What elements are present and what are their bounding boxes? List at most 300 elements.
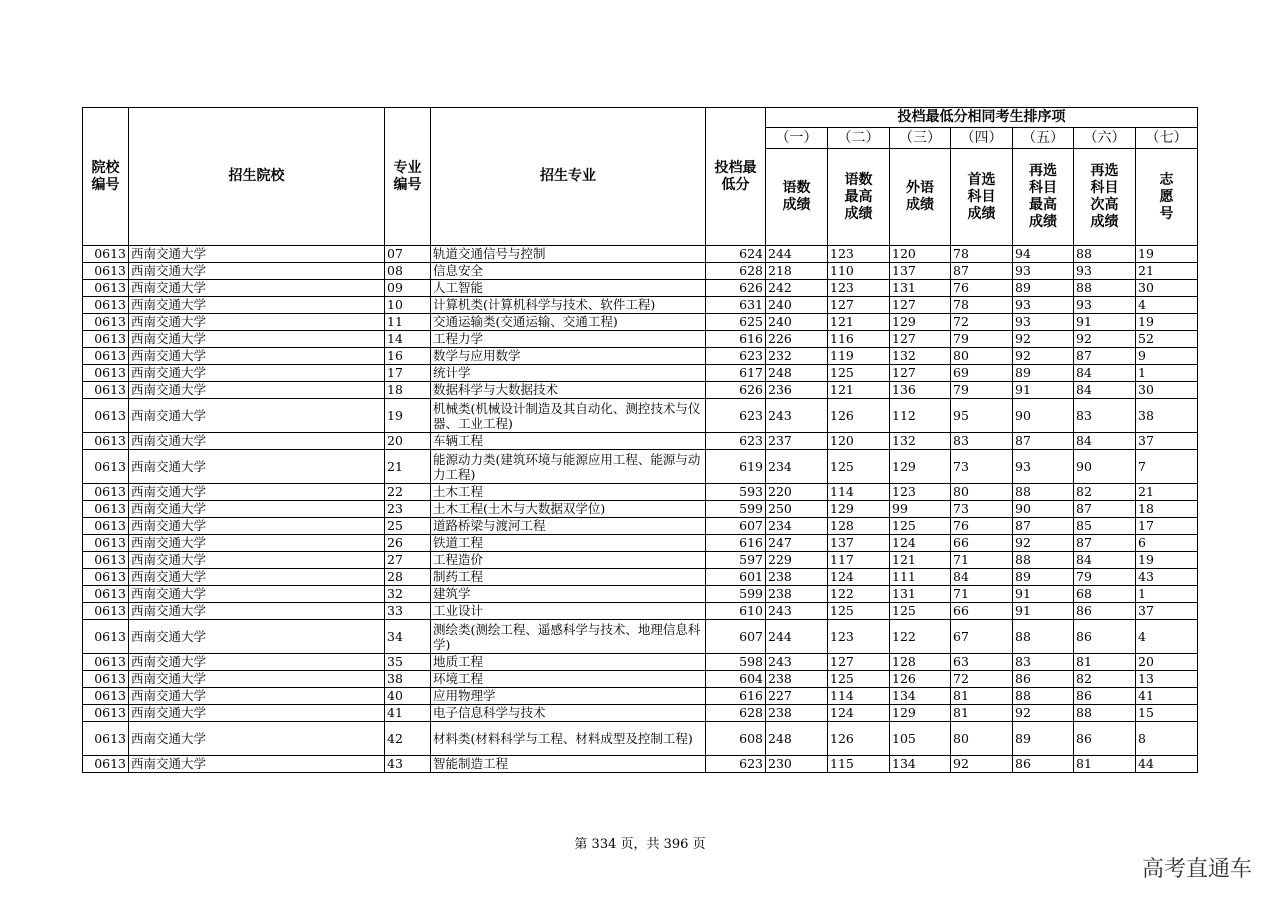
reselect-second-cell: 88 <box>1074 280 1136 297</box>
major-name-cell: 车辆工程 <box>431 433 706 450</box>
foreign-lang-cell: 122 <box>890 620 951 654</box>
foreign-lang-cell: 127 <box>890 297 951 314</box>
chinese-math-cell: 238 <box>766 705 828 722</box>
preference-no-cell: 43 <box>1136 569 1198 586</box>
reselect-max-cell: 91 <box>1013 382 1074 399</box>
min-score-cell: 624 <box>706 246 766 263</box>
header-tiebreak-label: 语数成绩 <box>766 149 828 246</box>
preference-no-cell: 41 <box>1136 688 1198 705</box>
foreign-lang-cell: 129 <box>890 314 951 331</box>
chinese-math-max-cell: 123 <box>828 280 890 297</box>
reselect-max-cell: 92 <box>1013 535 1074 552</box>
foreign-lang-cell: 111 <box>890 569 951 586</box>
table-row <box>83 722 1198 756</box>
major-name-cell: 机械类(机械设计制造及其自动化、测控技术与仪器、工业工程) <box>431 399 706 433</box>
chinese-math-cell: 229 <box>766 552 828 569</box>
preference-no-cell: 13 <box>1136 671 1198 688</box>
major-name-cell: 地质工程 <box>431 654 706 671</box>
foreign-lang-cell: 125 <box>890 518 951 535</box>
preference-no-cell: 15 <box>1136 705 1198 722</box>
major-code-cell: 28 <box>385 569 431 586</box>
school-name-cell: 西南交通大学 <box>129 246 385 263</box>
reselect-max-cell: 92 <box>1013 348 1074 365</box>
min-score-cell: 631 <box>706 297 766 314</box>
min-score-cell: 604 <box>706 671 766 688</box>
major-code-cell: 10 <box>385 297 431 314</box>
foreign-lang-cell: 137 <box>890 263 951 280</box>
major-name-cell: 工程造价 <box>431 552 706 569</box>
foreign-lang-cell: 128 <box>890 654 951 671</box>
reselect-max-cell: 91 <box>1013 586 1074 603</box>
foreign-lang-cell: 125 <box>890 603 951 620</box>
header-tiebreak-label: 志愿号 <box>1136 149 1198 246</box>
min-score-cell: 599 <box>706 501 766 518</box>
reselect-second-cell: 84 <box>1074 382 1136 399</box>
school-name-cell: 西南交通大学 <box>129 603 385 620</box>
table-row <box>83 382 1198 399</box>
school-code-cell: 0613 <box>83 263 129 280</box>
min-score-cell: 628 <box>706 705 766 722</box>
chinese-math-cell: 248 <box>766 722 828 756</box>
school-code-cell: 0613 <box>83 552 129 569</box>
school-name-cell: 西南交通大学 <box>129 450 385 484</box>
first-subject-cell: 81 <box>951 705 1013 722</box>
school-code-cell: 0613 <box>83 535 129 552</box>
table-row <box>83 484 1198 501</box>
first-subject-cell: 73 <box>951 501 1013 518</box>
major-code-cell: 07 <box>385 246 431 263</box>
header-tiebreak-num: （五） <box>1013 128 1074 149</box>
min-score-cell: 625 <box>706 314 766 331</box>
reselect-second-cell: 84 <box>1074 552 1136 569</box>
first-subject-cell: 72 <box>951 314 1013 331</box>
reselect-max-cell: 93 <box>1013 263 1074 280</box>
school-name-cell: 西南交通大学 <box>129 654 385 671</box>
first-subject-cell: 66 <box>951 603 1013 620</box>
first-subject-cell: 73 <box>951 450 1013 484</box>
major-name-cell: 土木工程(土木与大数据双学位) <box>431 501 706 518</box>
chinese-math-cell: 243 <box>766 399 828 433</box>
table-row <box>83 280 1198 297</box>
reselect-second-cell: 84 <box>1074 365 1136 382</box>
chinese-math-max-cell: 126 <box>828 399 890 433</box>
table-row <box>83 501 1198 518</box>
chinese-math-max-cell: 129 <box>828 501 890 518</box>
school-name-cell: 西南交通大学 <box>129 501 385 518</box>
major-name-cell: 能源动力类(建筑环境与能源应用工程、能源与动力工程) <box>431 450 706 484</box>
table-row <box>83 399 1198 433</box>
first-subject-cell: 79 <box>951 382 1013 399</box>
chinese-math-max-cell: 123 <box>828 620 890 654</box>
foreign-lang-cell: 99 <box>890 501 951 518</box>
chinese-math-cell: 242 <box>766 280 828 297</box>
table-row <box>83 705 1198 722</box>
preference-no-cell: 8 <box>1136 722 1198 756</box>
min-score-cell: 616 <box>706 688 766 705</box>
table-body <box>83 246 1198 773</box>
preference-no-cell: 4 <box>1136 297 1198 314</box>
chinese-math-cell: 230 <box>766 756 828 773</box>
first-subject-cell: 79 <box>951 331 1013 348</box>
first-subject-cell: 80 <box>951 484 1013 501</box>
preference-no-cell: 7 <box>1136 450 1198 484</box>
table-row <box>83 569 1198 586</box>
table-row <box>83 348 1198 365</box>
chinese-math-cell: 227 <box>766 688 828 705</box>
table-row <box>83 365 1198 382</box>
min-score-cell: 623 <box>706 433 766 450</box>
min-score-cell: 616 <box>706 331 766 348</box>
reselect-max-cell: 93 <box>1013 314 1074 331</box>
first-subject-cell: 87 <box>951 263 1013 280</box>
school-name-cell: 西南交通大学 <box>129 382 385 399</box>
first-subject-cell: 76 <box>951 280 1013 297</box>
first-subject-cell: 72 <box>951 671 1013 688</box>
table-row <box>83 518 1198 535</box>
foreign-lang-cell: 105 <box>890 722 951 756</box>
chinese-math-max-cell: 125 <box>828 603 890 620</box>
major-code-cell: 38 <box>385 671 431 688</box>
first-subject-cell: 95 <box>951 399 1013 433</box>
chinese-math-cell: 238 <box>766 671 828 688</box>
preference-no-cell: 20 <box>1136 654 1198 671</box>
table-row <box>83 535 1198 552</box>
school-code-cell: 0613 <box>83 654 129 671</box>
first-subject-cell: 63 <box>951 654 1013 671</box>
foreign-lang-cell: 126 <box>890 671 951 688</box>
school-code-cell: 0613 <box>83 433 129 450</box>
min-score-cell: 601 <box>706 569 766 586</box>
foreign-lang-cell: 121 <box>890 552 951 569</box>
major-name-cell: 建筑学 <box>431 586 706 603</box>
reselect-max-cell: 92 <box>1013 705 1074 722</box>
preference-no-cell: 38 <box>1136 399 1198 433</box>
page-footer: 第 334 页，共 396 页 <box>574 837 706 852</box>
first-subject-cell: 71 <box>951 552 1013 569</box>
min-score-cell: 607 <box>706 518 766 535</box>
preference-no-cell: 19 <box>1136 246 1198 263</box>
min-score-cell: 597 <box>706 552 766 569</box>
chinese-math-max-cell: 122 <box>828 586 890 603</box>
school-name-cell: 西南交通大学 <box>129 535 385 552</box>
chinese-math-max-cell: 116 <box>828 331 890 348</box>
school-code-cell: 0613 <box>83 365 129 382</box>
chinese-math-max-cell: 120 <box>828 433 890 450</box>
major-code-cell: 19 <box>385 399 431 433</box>
school-code-cell: 0613 <box>83 756 129 773</box>
first-subject-cell: 84 <box>951 569 1013 586</box>
first-subject-cell: 92 <box>951 756 1013 773</box>
preference-no-cell: 52 <box>1136 331 1198 348</box>
min-score-cell: 607 <box>706 620 766 654</box>
chinese-math-cell: 234 <box>766 450 828 484</box>
header-tiebreak-label: 外语成绩 <box>890 149 951 246</box>
chinese-math-cell: 243 <box>766 654 828 671</box>
chinese-math-max-cell: 125 <box>828 671 890 688</box>
min-score-cell: 626 <box>706 382 766 399</box>
foreign-lang-cell: 124 <box>890 535 951 552</box>
major-code-cell: 40 <box>385 688 431 705</box>
reselect-second-cell: 86 <box>1074 722 1136 756</box>
header-tiebreak-num: （三） <box>890 128 951 149</box>
reselect-second-cell: 79 <box>1074 569 1136 586</box>
school-code-cell: 0613 <box>83 722 129 756</box>
major-name-cell: 信息安全 <box>431 263 706 280</box>
preference-no-cell: 1 <box>1136 586 1198 603</box>
preference-no-cell: 21 <box>1136 263 1198 280</box>
major-code-cell: 17 <box>385 365 431 382</box>
school-code-cell: 0613 <box>83 705 129 722</box>
school-name-cell: 西南交通大学 <box>129 433 385 450</box>
chinese-math-max-cell: 114 <box>828 484 890 501</box>
school-code-cell: 0613 <box>83 671 129 688</box>
chinese-math-cell: 234 <box>766 518 828 535</box>
header-tiebreak-label: 首选科目成绩 <box>951 149 1013 246</box>
foreign-lang-cell: 131 <box>890 586 951 603</box>
header-tiebreak-num: （一） <box>766 128 828 149</box>
table-header <box>83 108 1198 246</box>
reselect-second-cell: 88 <box>1074 705 1136 722</box>
preference-no-cell: 18 <box>1136 501 1198 518</box>
major-code-cell: 43 <box>385 756 431 773</box>
table-row <box>83 246 1198 263</box>
chinese-math-max-cell: 126 <box>828 722 890 756</box>
school-code-cell: 0613 <box>83 518 129 535</box>
chinese-math-cell: 220 <box>766 484 828 501</box>
school-name-cell: 西南交通大学 <box>129 518 385 535</box>
table-row <box>83 586 1198 603</box>
reselect-second-cell: 85 <box>1074 518 1136 535</box>
reselect-second-cell: 84 <box>1074 433 1136 450</box>
table-row <box>83 297 1198 314</box>
reselect-second-cell: 81 <box>1074 654 1136 671</box>
preference-no-cell: 1 <box>1136 365 1198 382</box>
chinese-math-max-cell: 119 <box>828 348 890 365</box>
foreign-lang-cell: 129 <box>890 450 951 484</box>
major-name-cell: 环境工程 <box>431 671 706 688</box>
school-name-cell: 西南交通大学 <box>129 756 385 773</box>
school-name-cell: 西南交通大学 <box>129 365 385 382</box>
min-score-cell: 628 <box>706 263 766 280</box>
major-code-cell: 09 <box>385 280 431 297</box>
first-subject-cell: 76 <box>951 518 1013 535</box>
reselect-max-cell: 87 <box>1013 433 1074 450</box>
major-name-cell: 计算机类(计算机科学与技术、软件工程) <box>431 297 706 314</box>
chinese-math-cell: 248 <box>766 365 828 382</box>
school-name-cell: 西南交通大学 <box>129 552 385 569</box>
preference-no-cell: 17 <box>1136 518 1198 535</box>
foreign-lang-cell: 132 <box>890 348 951 365</box>
reselect-max-cell: 86 <box>1013 756 1074 773</box>
min-score-cell: 599 <box>706 586 766 603</box>
chinese-math-max-cell: 121 <box>828 314 890 331</box>
foreign-lang-cell: 129 <box>890 705 951 722</box>
major-code-cell: 08 <box>385 263 431 280</box>
table-row <box>83 450 1198 484</box>
reselect-max-cell: 90 <box>1013 501 1074 518</box>
major-name-cell: 工业设计 <box>431 603 706 620</box>
table-row <box>83 433 1198 450</box>
reselect-second-cell: 86 <box>1074 603 1136 620</box>
foreign-lang-cell: 132 <box>890 433 951 450</box>
chinese-math-cell: 244 <box>766 246 828 263</box>
reselect-second-cell: 91 <box>1074 314 1136 331</box>
reselect-second-cell: 87 <box>1074 348 1136 365</box>
reselect-second-cell: 68 <box>1074 586 1136 603</box>
reselect-max-cell: 93 <box>1013 450 1074 484</box>
school-code-cell: 0613 <box>83 280 129 297</box>
school-code-cell: 0613 <box>83 399 129 433</box>
school-name-cell: 西南交通大学 <box>129 263 385 280</box>
chinese-math-max-cell: 127 <box>828 297 890 314</box>
chinese-math-cell: 240 <box>766 314 828 331</box>
first-subject-cell: 69 <box>951 365 1013 382</box>
major-name-cell: 统计学 <box>431 365 706 382</box>
header-tiebreak-num: （六） <box>1074 128 1136 149</box>
major-code-cell: 26 <box>385 535 431 552</box>
table-row <box>83 314 1198 331</box>
major-code-cell: 32 <box>385 586 431 603</box>
foreign-lang-cell: 134 <box>890 688 951 705</box>
reselect-max-cell: 83 <box>1013 654 1074 671</box>
min-score-cell: 610 <box>706 603 766 620</box>
foreign-lang-cell: 112 <box>890 399 951 433</box>
major-name-cell: 道路桥梁与渡河工程 <box>431 518 706 535</box>
reselect-second-cell: 86 <box>1074 688 1136 705</box>
school-code-cell: 0613 <box>83 484 129 501</box>
chinese-math-cell: 240 <box>766 297 828 314</box>
reselect-max-cell: 89 <box>1013 365 1074 382</box>
table-row <box>83 620 1198 654</box>
school-name-cell: 西南交通大学 <box>129 399 385 433</box>
min-score-cell: 623 <box>706 348 766 365</box>
chinese-math-max-cell: 124 <box>828 569 890 586</box>
chinese-math-cell: 243 <box>766 603 828 620</box>
chinese-math-max-cell: 110 <box>828 263 890 280</box>
min-score-cell: 626 <box>706 280 766 297</box>
chinese-math-max-cell: 125 <box>828 450 890 484</box>
chinese-math-cell: 250 <box>766 501 828 518</box>
first-subject-cell: 81 <box>951 688 1013 705</box>
reselect-max-cell: 91 <box>1013 603 1074 620</box>
major-code-cell: 20 <box>385 433 431 450</box>
school-name-cell: 西南交通大学 <box>129 314 385 331</box>
major-code-cell: 33 <box>385 603 431 620</box>
major-name-cell: 数据科学与大数据技术 <box>431 382 706 399</box>
major-code-cell: 35 <box>385 654 431 671</box>
min-score-cell: 616 <box>706 535 766 552</box>
school-name-cell: 西南交通大学 <box>129 280 385 297</box>
school-code-cell: 0613 <box>83 569 129 586</box>
reselect-max-cell: 87 <box>1013 518 1074 535</box>
foreign-lang-cell: 136 <box>890 382 951 399</box>
chinese-math-max-cell: 125 <box>828 365 890 382</box>
major-name-cell: 制药工程 <box>431 569 706 586</box>
reselect-second-cell: 82 <box>1074 484 1136 501</box>
header-tiebreak-group: 投档最低分相同考生排序项 <box>766 108 1198 128</box>
table-row <box>83 671 1198 688</box>
table-row <box>83 654 1198 671</box>
chinese-math-max-cell: 121 <box>828 382 890 399</box>
chinese-math-cell: 238 <box>766 586 828 603</box>
major-name-cell: 工程力学 <box>431 331 706 348</box>
school-name-cell: 西南交通大学 <box>129 348 385 365</box>
major-code-cell: 14 <box>385 331 431 348</box>
reselect-second-cell: 82 <box>1074 671 1136 688</box>
table-row <box>83 331 1198 348</box>
school-name-cell: 西南交通大学 <box>129 586 385 603</box>
school-code-cell: 0613 <box>83 620 129 654</box>
chinese-math-max-cell: 127 <box>828 654 890 671</box>
reselect-second-cell: 87 <box>1074 501 1136 518</box>
header-major-code: 专业编号 <box>385 108 431 246</box>
header-min-score: 投档最低分 <box>706 108 766 246</box>
chinese-math-max-cell: 123 <box>828 246 890 263</box>
min-score-cell: 593 <box>706 484 766 501</box>
major-code-cell: 22 <box>385 484 431 501</box>
chinese-math-max-cell: 128 <box>828 518 890 535</box>
school-code-cell: 0613 <box>83 501 129 518</box>
chinese-math-cell: 218 <box>766 263 828 280</box>
chinese-math-max-cell: 115 <box>828 756 890 773</box>
reselect-max-cell: 88 <box>1013 484 1074 501</box>
reselect-second-cell: 86 <box>1074 620 1136 654</box>
reselect-max-cell: 89 <box>1013 569 1074 586</box>
table-row <box>83 756 1198 773</box>
min-score-cell: 598 <box>706 654 766 671</box>
min-score-cell: 623 <box>706 756 766 773</box>
school-name-cell: 西南交通大学 <box>129 297 385 314</box>
major-code-cell: 27 <box>385 552 431 569</box>
major-code-cell: 21 <box>385 450 431 484</box>
major-code-cell: 16 <box>385 348 431 365</box>
reselect-max-cell: 90 <box>1013 399 1074 433</box>
first-subject-cell: 67 <box>951 620 1013 654</box>
major-name-cell: 轨道交通信号与控制 <box>431 246 706 263</box>
reselect-second-cell: 81 <box>1074 756 1136 773</box>
table-row <box>83 263 1198 280</box>
min-score-cell: 608 <box>706 722 766 756</box>
chinese-math-cell: 238 <box>766 569 828 586</box>
school-name-cell: 西南交通大学 <box>129 705 385 722</box>
major-name-cell: 电子信息科学与技术 <box>431 705 706 722</box>
school-code-cell: 0613 <box>83 450 129 484</box>
school-name-cell: 西南交通大学 <box>129 688 385 705</box>
first-subject-cell: 80 <box>951 722 1013 756</box>
chinese-math-cell: 232 <box>766 348 828 365</box>
foreign-lang-cell: 123 <box>890 484 951 501</box>
school-code-cell: 0613 <box>83 348 129 365</box>
header-major-name: 招生专业 <box>431 108 706 246</box>
first-subject-cell: 78 <box>951 246 1013 263</box>
reselect-second-cell: 87 <box>1074 535 1136 552</box>
preference-no-cell: 6 <box>1136 535 1198 552</box>
admission-score-table <box>82 107 1198 773</box>
first-subject-cell: 66 <box>951 535 1013 552</box>
first-subject-cell: 71 <box>951 586 1013 603</box>
school-name-cell: 西南交通大学 <box>129 484 385 501</box>
header-tiebreak-num: （四） <box>951 128 1013 149</box>
preference-no-cell: 19 <box>1136 552 1198 569</box>
header-tiebreak-num: （二） <box>828 128 890 149</box>
chinese-math-cell: 226 <box>766 331 828 348</box>
reselect-max-cell: 86 <box>1013 671 1074 688</box>
major-name-cell: 智能制造工程 <box>431 756 706 773</box>
header-school-name: 招生院校 <box>129 108 385 246</box>
reselect-max-cell: 88 <box>1013 620 1074 654</box>
preference-no-cell: 9 <box>1136 348 1198 365</box>
header-tiebreak-label: 语数最高成绩 <box>828 149 890 246</box>
